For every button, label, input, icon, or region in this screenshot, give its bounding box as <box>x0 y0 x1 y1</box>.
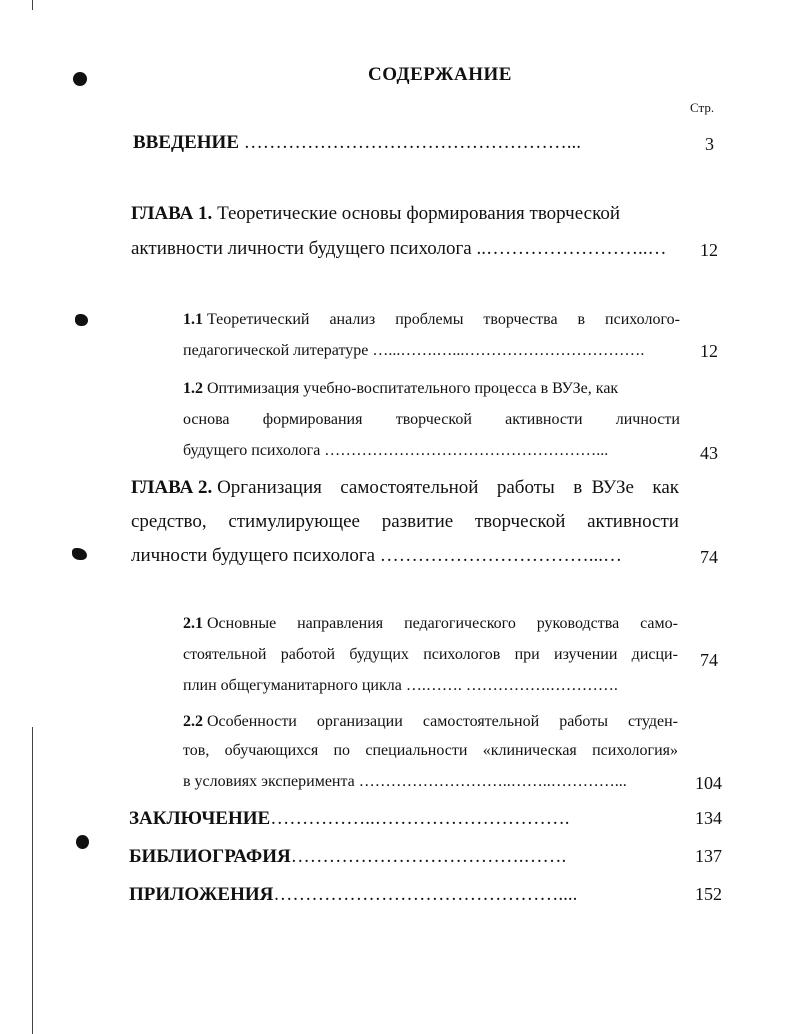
toc-word: руководства <box>536 615 620 632</box>
toc-title-line: будущего психолога ……………………………………………... <box>183 442 609 459</box>
toc-word: психология» <box>592 742 678 759</box>
toc-title-line: Оптимизация учебно-воспитательного процесса в ВУЗе, как <box>203 380 619 397</box>
toc-section-number: 2.1 <box>183 615 203 632</box>
toc-page: 3 <box>705 134 714 154</box>
scan-speck <box>76 835 89 849</box>
toc-page: 12 <box>700 240 718 260</box>
toc-word: работы <box>496 477 555 498</box>
toc-word: по <box>333 742 351 759</box>
toc-word: основа <box>183 411 230 428</box>
toc-section-number: 1.1 <box>183 311 203 328</box>
toc-word: при <box>514 646 540 663</box>
toc-title-line: личности будущего психолога ……………………………...… <box>131 545 623 566</box>
toc-word: творчества <box>483 311 558 328</box>
toc-label: БИБЛИОГРАФИЯ <box>129 846 291 867</box>
toc-word: педагогического <box>404 615 516 632</box>
toc-word: активности <box>587 511 679 532</box>
toc-page: 104 <box>695 773 722 793</box>
toc-word: Организация <box>217 477 322 498</box>
toc-section-number: 2.2 <box>183 713 203 730</box>
toc-title-line: педагогической литературе …...…….…...……………………………. <box>183 342 645 359</box>
toc-word: студен- <box>627 713 678 730</box>
toc-word: изучении <box>554 646 618 663</box>
toc-page: 137 <box>695 846 722 866</box>
toc-word: направления <box>297 615 384 632</box>
toc-label: ЗАКЛЮЧЕНИЕ <box>129 808 271 829</box>
toc-word: активности <box>505 411 583 428</box>
toc-leader: ……………………………………….... <box>273 884 578 905</box>
scan-edge-line <box>32 727 33 1034</box>
page-column-label: Стр. <box>690 100 715 115</box>
toc-word: дисци- <box>631 646 678 663</box>
toc-word: работой <box>280 646 336 663</box>
toc-word: Основные <box>207 615 277 632</box>
toc-page: 74 <box>700 547 718 567</box>
toc-title-line: плин общегуманитарного цикла ….……. …………….…………. <box>183 677 618 694</box>
toc-chapter-number: ГЛАВА 2. <box>131 477 213 498</box>
toc-word: Особенности <box>207 713 297 730</box>
toc-title-line: в условиях эксперимента ………………………..……..…………... <box>183 773 627 790</box>
toc-word: «клиническая <box>482 742 577 759</box>
toc-word: само- <box>640 615 678 632</box>
toc-word: в <box>573 477 583 498</box>
toc-word: в <box>577 311 586 328</box>
toc-word: развитие <box>381 511 454 532</box>
toc-word: стоятельной <box>183 646 267 663</box>
scan-speck <box>75 314 88 326</box>
toc-section-number: 1.2 <box>183 380 203 397</box>
toc-word: анализ <box>329 311 376 328</box>
toc-leader: ……………………………………………... <box>239 132 581 153</box>
toc-word: ВУЗе <box>591 477 634 498</box>
toc-leader: ……………..…………………………. <box>270 808 570 829</box>
toc-word: самостоятельной <box>340 477 479 498</box>
toc-page: 74 <box>700 650 718 670</box>
toc-word: будущих <box>349 646 409 663</box>
scan-speck <box>72 548 87 560</box>
toc-word: психолого- <box>605 311 680 328</box>
toc-page: 134 <box>695 808 722 828</box>
toc-word: творческой <box>395 411 472 428</box>
toc-word: специальности <box>365 742 468 759</box>
toc-word: творческой <box>474 511 566 532</box>
toc-page: 12 <box>700 341 718 361</box>
toc-word: обучающихся <box>224 742 319 759</box>
toc-word: самостоятельной <box>422 713 540 730</box>
toc-title-line: Теоретические основы формирования творческой <box>212 203 621 224</box>
toc-word: стимулирующее <box>228 511 360 532</box>
toc-word: психологов <box>423 646 501 663</box>
toc-word: средство, <box>131 511 207 532</box>
toc-word: работы <box>559 713 608 730</box>
toc-label: ПРИЛОЖЕНИЯ <box>129 884 274 905</box>
toc-label: ВВЕДЕНИЕ <box>133 132 239 153</box>
page-title: СОДЕРЖАНИЕ <box>368 64 512 85</box>
scan-edge-line <box>32 0 33 10</box>
toc-word: личности <box>615 411 680 428</box>
toc-chapter-number: ГЛАВА 1. <box>131 203 213 224</box>
toc-page: 43 <box>700 443 718 463</box>
toc-word: проблемы <box>395 311 464 328</box>
toc-word: формирования <box>262 411 363 428</box>
toc-word: организации <box>316 713 403 730</box>
toc-word: Теоретический <box>207 311 310 328</box>
toc-leader: ……………………………….……. <box>290 846 567 867</box>
toc-page: 152 <box>695 884 722 904</box>
toc-word: тов, <box>183 742 210 759</box>
toc-word: как <box>652 477 679 498</box>
toc-title-line: активности личности будущего психолога ..……………………..… <box>131 238 667 259</box>
